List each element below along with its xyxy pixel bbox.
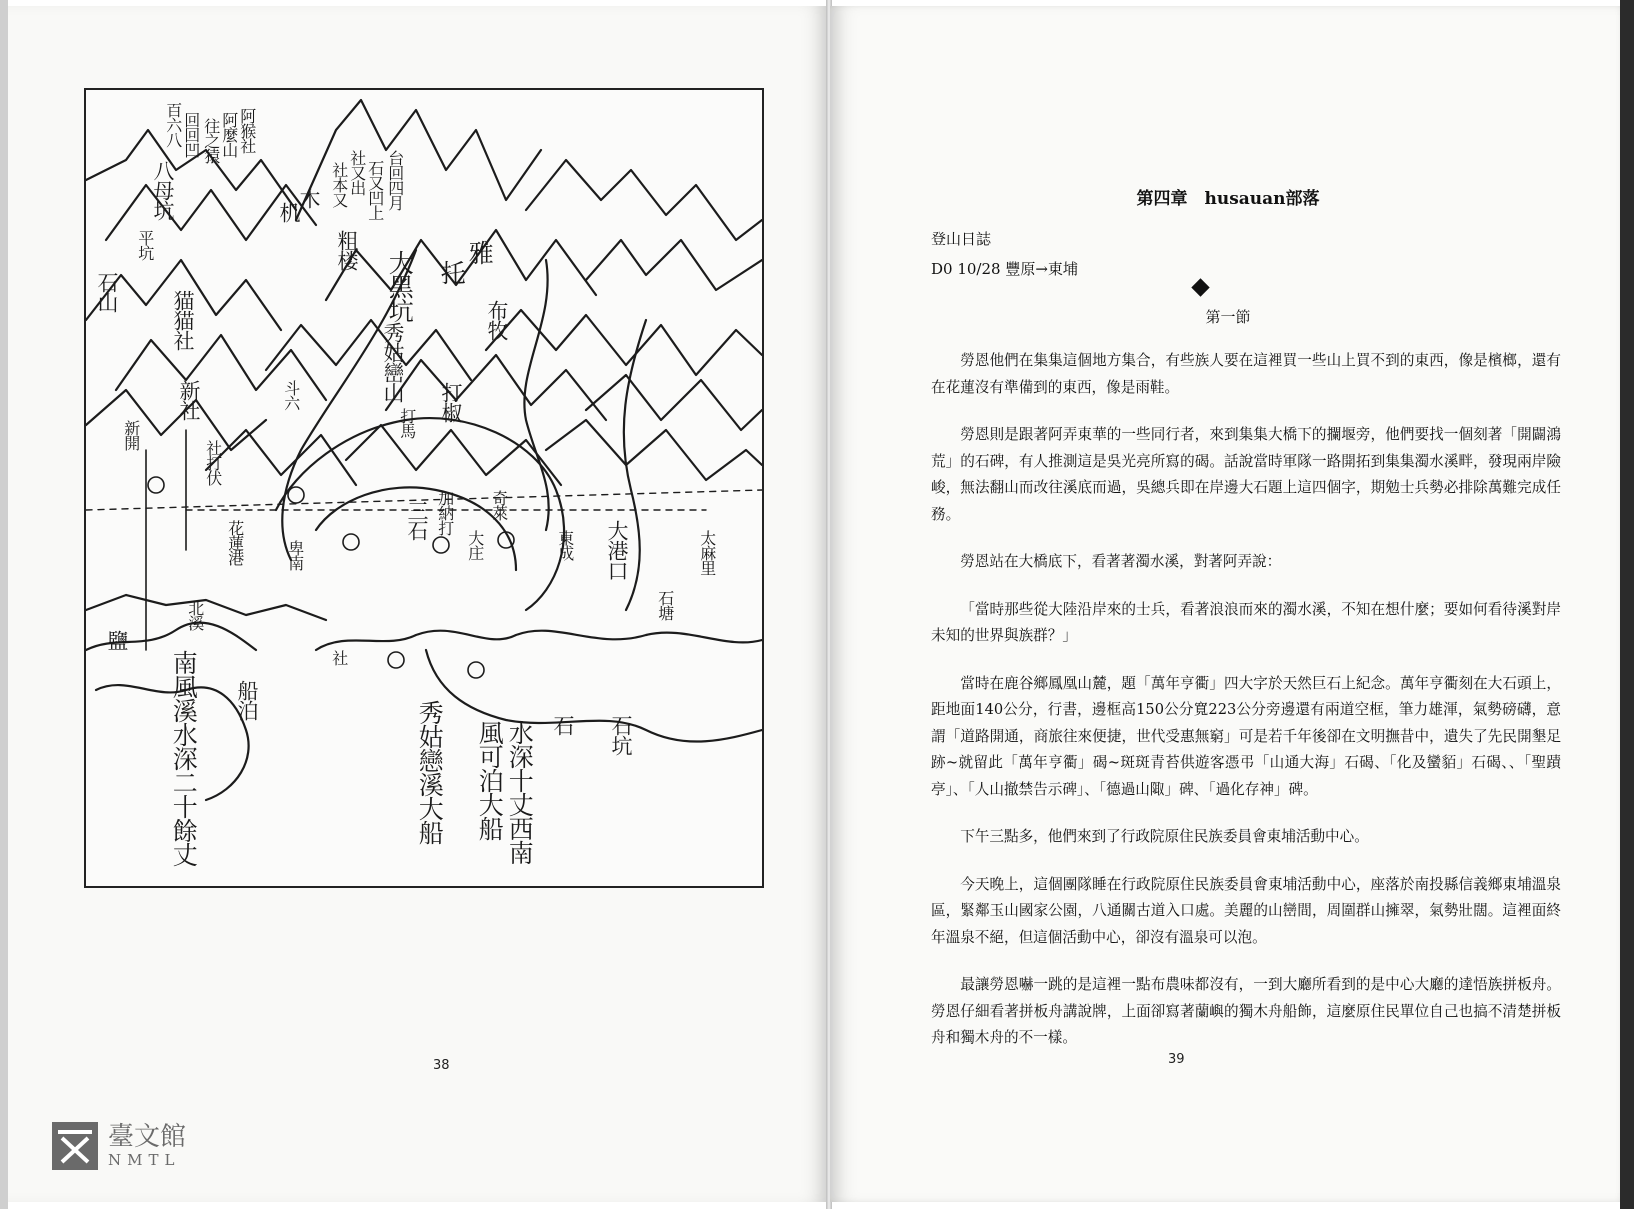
- paragraph: 勞恩他們在集集這個地方集合，有些族人要在這裡買一些山上買不到的東西，像是檳榔，還有在花蓮沒有準備到的東西，像是雨鞋。: [931, 352, 1561, 396]
- map-label: 石山: [95, 272, 120, 312]
- map-label: 社: [329, 650, 349, 665]
- map-label: 新社: [177, 380, 202, 420]
- map-label: 打椒: [439, 382, 464, 422]
- page-number-left: 38: [433, 1058, 450, 1073]
- mountain-ridge: [586, 240, 762, 290]
- map-label: 南風溪水深二十餘丈: [169, 650, 199, 866]
- map-label: 雅: [465, 240, 495, 264]
- map-label: 社本又: [329, 162, 349, 207]
- map-label: 三石: [405, 500, 430, 540]
- map-label: 阿麼山: [219, 112, 239, 157]
- map-label: 水深十丈西南: [505, 720, 535, 864]
- map-label: 北溪: [185, 600, 205, 630]
- logo-english-text: NMTL: [108, 1151, 181, 1169]
- settlement-marker: [388, 652, 404, 668]
- scan-edge-left: [0, 0, 8, 1209]
- paragraph: 勞恩站在大橋底下，看著著濁水溪，對著阿弄說：: [960, 553, 1282, 570]
- paragraph: 最讓勞恩嚇一跳的是這裡一點布農味都沒有，一到大廳所看到的是中心大廳的達悟族拼板舟。勞恩仔細看著拼板舟講說牌，上面卻寫著蘭嶼的獨木舟船飾，這麼原住民單位自己也搞不清楚拼板舟和獨木舟的不一樣。: [931, 976, 1561, 1046]
- mountain-ridge: [586, 375, 762, 430]
- map-label: 秀姑巒山: [381, 322, 406, 402]
- settlement-marker: [343, 534, 359, 550]
- nmtl-logo-icon: [52, 1122, 98, 1170]
- map-label: 社又出: [347, 150, 367, 195]
- scan-edge-right: [1620, 0, 1634, 1209]
- map-label: 加納打: [435, 490, 455, 535]
- map-label: 木: [297, 188, 322, 208]
- paragraph: 勞恩則是跟著阿弄東華的一些同行者，來到集集大橋下的攔堰旁，他們要找一個刻著「開闢鴻荒」的石碑，有人推測這是吳光亮所寫的碣。話說當時軍隊一路開拓到集集濁水溪畔，發現兩岸險峻，無法翻山而改往溪底而過，吳總兵即在岸邊大石題上這四個字，期勉士兵勢必排除萬難完成任務。: [931, 426, 1561, 523]
- map-label: 猫猫社: [171, 290, 196, 350]
- map-label: 布牧: [485, 300, 510, 340]
- mountain-ridge: [346, 425, 561, 485]
- map-label: 大港口: [605, 520, 630, 580]
- map-label: 八母坑: [151, 160, 176, 220]
- paragraph: 「當時那些從大陸沿岸來的士兵，看著浪浪而來的濁水溪，不知在想什麼；要如何看待溪對岸未知的世界與族群？」: [931, 600, 1561, 644]
- body-text: [931, 348, 1561, 1073]
- mountain-ridge: [526, 160, 762, 240]
- river-line: [524, 260, 548, 530]
- paragraph: 今天晚上，這個團隊睡在行政院原住民族委員會東埔活動中心，座落於南投縣信義鄉東埔溫泉區，緊鄰玉山國家公園，八通關古道入口處。美麗的山巒間，周圍群山擁翠，氣勢壯闊。這裡面終年溫泉不絕，但這個活動中心，卻沒有溫泉可以泡。: [931, 875, 1561, 946]
- map-label: 石: [551, 715, 576, 735]
- settlement-marker: [288, 487, 304, 503]
- settlement-marker: [468, 662, 484, 678]
- map-label: 新開: [121, 420, 141, 450]
- page-number-right: 39: [1168, 1052, 1185, 1067]
- map-label: 百六八: [163, 102, 183, 147]
- paragraph: 當時在鹿谷鄉鳳凰山麓，題「萬年亨衢」四大字於天然巨石上紀念。萬年亨衢刻在大石頭上，距地面140公分，行書，邊框高150公分寬223公分旁邊還有兩道空框，筆力雄渾，氣勢磅礴，意謂「道路開通，商旅往來便捷，世代受惠無窮」可是若千年後卻在文明撫昔中，遺失了先民開墾足跡~就留此「萬年亨衢」碣~斑斑青苔供遊客憑弔「山通大海」石碣、「化及蠻貊」石碣、、「聖蹟亭」、「人山撤禁告示碑」、「德過山陬」碑、「過化存神」碑。: [931, 674, 1561, 798]
- map-label: 石塘: [655, 590, 675, 620]
- settlement-marker: [433, 537, 449, 553]
- map-label: 船泊: [235, 680, 260, 720]
- map-label: 大庄: [465, 530, 485, 560]
- mountain-ridge: [203, 430, 356, 485]
- coast-line: [316, 631, 762, 650]
- map-label: 風可泊大船: [475, 720, 505, 840]
- nmtl-logo: [52, 1122, 186, 1170]
- map-label: 大黑坑: [385, 250, 415, 322]
- map-label: 卑南: [285, 540, 305, 570]
- map-label: 社打伏: [203, 440, 223, 485]
- map-label: 打馬: [397, 408, 417, 438]
- chapter-title: 第四章 husauan部落: [1136, 189, 1320, 209]
- map-label: 花蓮港: [225, 520, 245, 565]
- map-label: 粗楼: [335, 230, 360, 270]
- paragraph: 下午三點多，他們來到了行政院原住民族委員會東埔活動中心。: [960, 828, 1369, 845]
- mountain-ridge: [386, 355, 606, 420]
- map-label: 托: [437, 260, 467, 284]
- settlement-marker: [148, 477, 164, 493]
- journal-label: 登山日誌: [931, 230, 992, 248]
- map-label: 秀姑戀溪大船: [415, 700, 445, 844]
- logo-chinese-text: 臺文館: [108, 1122, 187, 1152]
- map-label: 太麻里: [697, 530, 717, 575]
- map-label: 机: [277, 202, 302, 222]
- map-label: 阿猴社: [237, 108, 257, 153]
- section-title: 第一節: [1205, 308, 1251, 326]
- mountain-ridge: [546, 420, 762, 480]
- map-label: 台回四月: [385, 150, 405, 210]
- map-label: 奇萊: [489, 490, 509, 520]
- map-label: 回回凹: [181, 112, 201, 157]
- date-line: D0 10/28 豐原→東埔: [931, 260, 1078, 278]
- historical-map: [84, 88, 764, 888]
- map-label: 斗六: [281, 380, 301, 410]
- map-label: 石坑: [609, 715, 634, 755]
- coast-line: [86, 595, 326, 620]
- left-page: [8, 6, 829, 1202]
- right-page: [830, 6, 1626, 1202]
- map-label: 石又凹上: [365, 160, 385, 220]
- map-label: 往之猿: [201, 118, 221, 163]
- mountain-ridge: [86, 390, 266, 450]
- map-label: 東成: [555, 530, 575, 560]
- mountain-ridge: [266, 320, 471, 380]
- mountain-ridge: [486, 310, 762, 375]
- diamond-ornament-icon: [1191, 278, 1209, 296]
- map-label: 平坑: [135, 230, 155, 260]
- map-label: 鹽: [105, 630, 130, 650]
